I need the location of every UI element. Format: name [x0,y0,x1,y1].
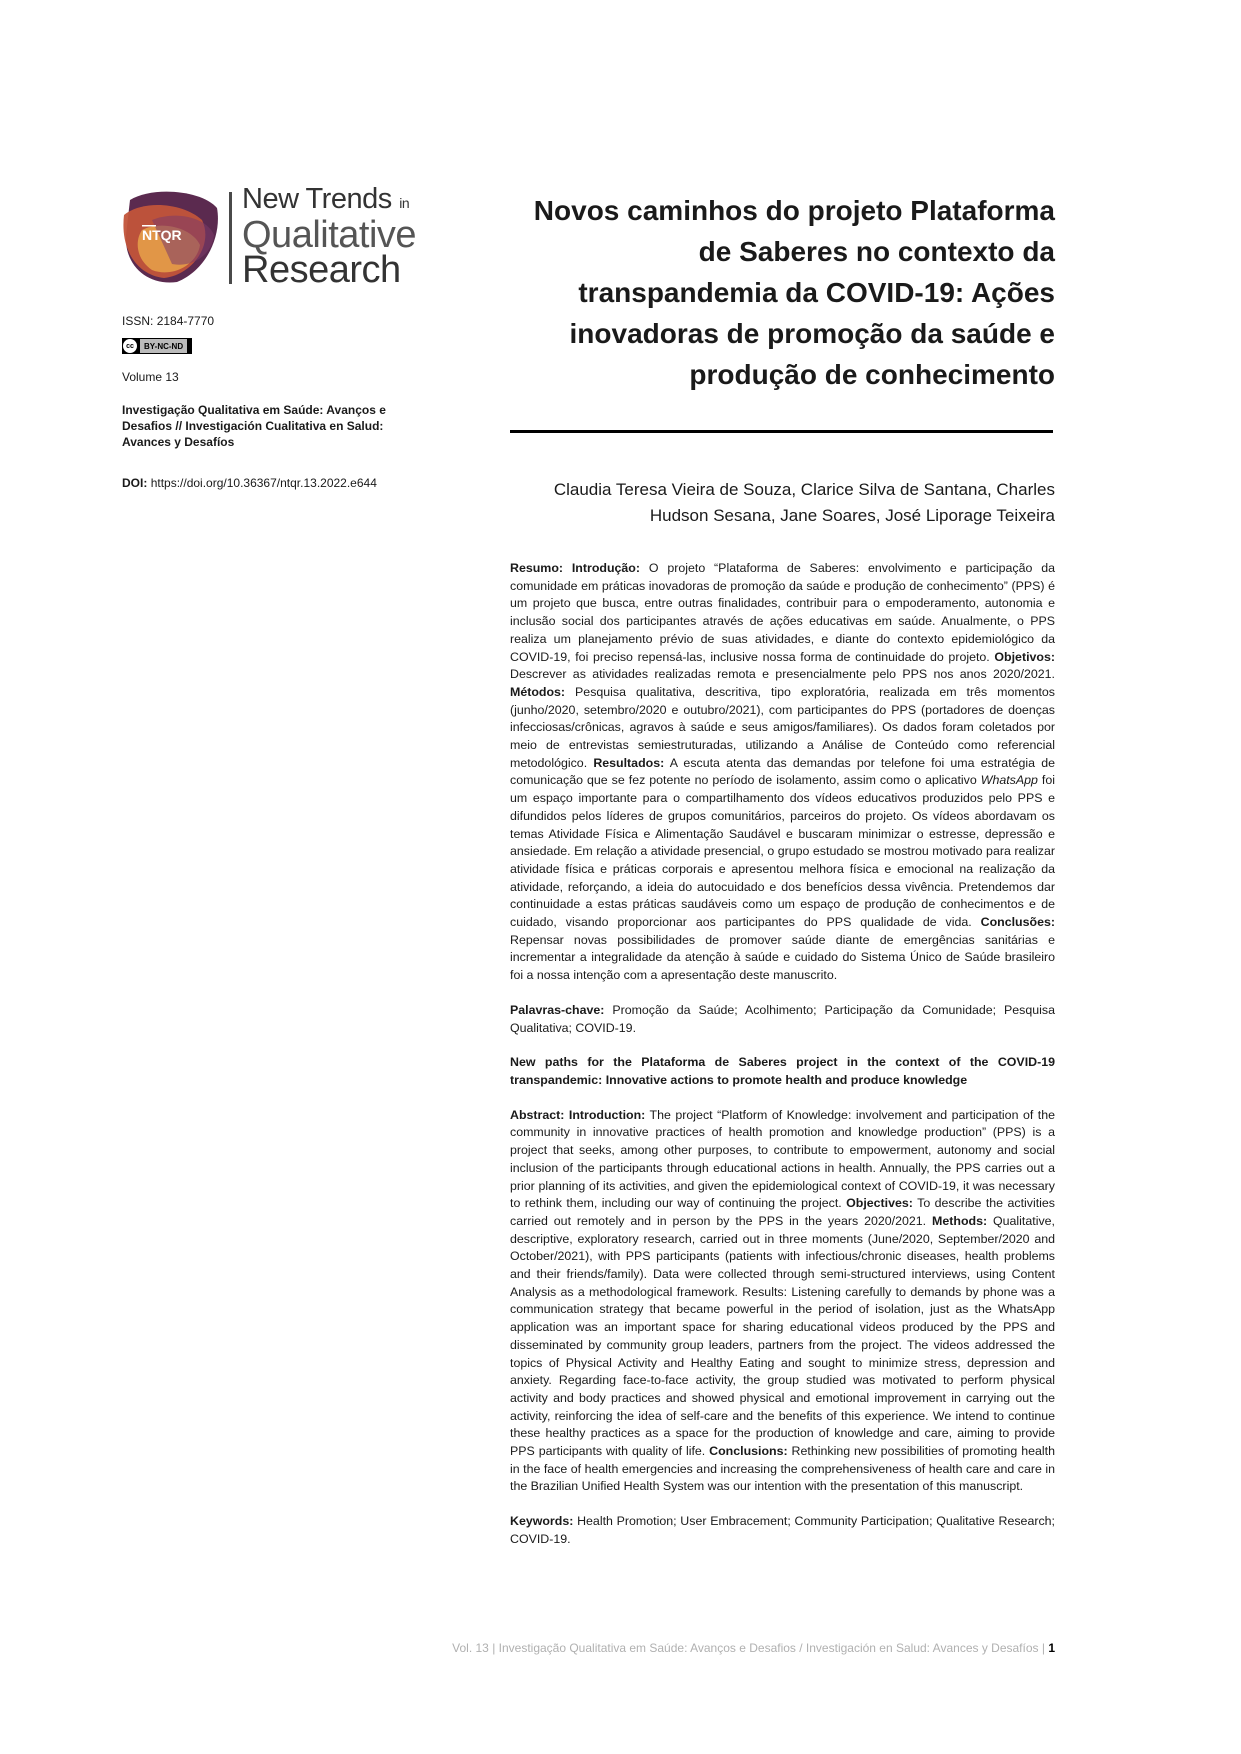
resumo-res-a: A escuta atenta das demandas por telefone foi uma estratégia de comunicação que se fez potente no período de isolamento, assim como o aplicativo [510,755,1056,788]
logo-name-in: in [399,195,410,211]
issue-title: Investigação Qualitativa em Saúde: Avanços e Desafios // Investigación Cualitativa en Salud: Avances y Desafíos [122,403,386,449]
keywords-text: Health Promotion; User Embracement; Community Participation; Qualitative Research; COVID-19. [510,1514,1055,1546]
palavras-label: Palavras-chave: [510,1002,605,1017]
license-badge[interactable] [122,338,192,354]
logo-name-line3: Research [242,249,401,291]
resumo-intro: O projeto “Plataforma de Saberes: envolvimento e participação da comunidade em práticas inovadoras de promoção da saúde e produção de conhecimento” (PPS) é um projeto que busca, entre outras finalidades, contribuir para o empoderamento, autonomia e inclusão social dos participantes através de ações educativas em saúde. Anualmente, o PPS realiza um planejamento prévio de suas atividades, e diante do contexto epidemiológico da COVID-19, foi preciso repensá-las, inclusive nossa forma de continuidade do projeto. [510,561,1055,664]
authors: Claudia Teresa Vieira de Souza, Clarice Silva de Santana, Charles Hudson Sesana, Jane Soares, José Liporage Teixeira [553,480,1055,525]
logo-wordmark [242,183,417,291]
abstract-paragraph [510,1107,1055,1496]
english-title: New paths for the Plataforma de Saberes project in the context of the COVID-19 transpandemic: Innovative actions to promote health and produce knowledge [510,1055,1055,1087]
palavras-chave [510,1002,1055,1037]
resumo-res-b: foi um espaço importante para o compartilhamento dos vídeos educativos produzidos pelo PPS e difundidos pelos líderes de grupos comunitários, parceiros do projeto. Os vídeos abordavam os temas Atividade Física e Alimentação Saudável e buscaram minimizar o estresse, depressão e ansiedade. Em relação a atividade presencial, o grupo estudado se mostrou motivado para realizar atividade física e práticas corporais e apresentou melhora física e emocional na realização da atividade, reforçando, a ideia do autocuidado e dos benefícios dessa vivência. Pretendemos dar continuidade a estas práticas saudáveis como um espaço de produção de conhecimentos e de cuidado, visando proporcionar aos participantes do PPS qualidade de vida. [510,773,1056,930]
article-body [510,560,1055,1566]
issn [122,314,402,328]
logo-name-line2: Qualitative [242,214,417,256]
abstract-obj: To describe the activities carried out remotely and in person by the PPS in the years 2020/2021. [510,1196,1055,1228]
abstract-con-label: Conclusions: [709,1444,788,1459]
resumo-obj: Descrever as atividades realizadas remota e presencialmente pelo PPS nos anos 2020/2021. [510,667,1055,682]
doi-label: DOI: [122,476,148,490]
issn-label: ISSN: [122,314,154,328]
footer-text: Vol. 13 | Investigação Qualitativa em Saúde: Avanços e Desafios / Investigación en Salud: Avances y Desafíos | [452,1641,1045,1655]
resumo-met: Pesquisa qualitativa, descritiva, tipo exploratória, realizada em três momentos (junho/2020, setembro/2020 e outubro/2021), com participantes do PPS (portadores de doenças infecciosas/crônicas, agravos à saúde e seus amigos/familiares). Os dados foram coletados por meio de entrevistas semiestruturadas, utilizando a Análise de Conteúdo como referencial metodológico. [510,684,1055,770]
journal-sidebar [122,183,417,490]
abstract-con: Rethinking new possibilities of promoting health in the face of health emergencies and increasing the comprehensiveness of health care and care in the Brazilian Unified Health System was our intention with the presentation of this manuscript. [510,1444,1055,1494]
journal-logo [122,183,422,291]
page-footer [452,1641,1055,1655]
resumo-con: Repensar novas possibilidades de promover saúde diante de emergências sanitárias e incrementar a integralidade da atenção à saúde e cuidado do Sistema Único de Saúde brasileiro foi a nossa intenção com a apresentação deste manuscrito. [510,932,1055,983]
abstract-met: Qualitative, descriptive, exploratory research, carried out in three moments (June/2020, September/2020 and October/2021), with PPS participants (patients with infectious/chronic diseases, health problems and their friends/family). Data were collected through semi-structured interviews, using Content Analysis as a methodological framework. Results: Listening carefully to demands by phone was a communication strategy that became powerful in the period of isolation, just as the WhatsApp application was an important space for sharing educational videos produced by the PPS and disseminated by community group leaders, partners from the project. The videos addressed the topics of Physical Activity and Healthy Eating and sought to minimize stress, depression and anxiety. Regarding face-to-face activity, the group studied was motivated to perform physical activity and body practices and showed physical and emotional improvement in carrying out the activity, reinforcing the idea of self-care and the benefits of this experience. We intend to continue these healthy practices as a space for the production of knowledge and care, aiming to provide PPS participants with quality of life. [510,1213,1055,1459]
resumo-con-label: Conclusões: [980,915,1055,930]
doi [122,476,402,490]
abstract-obj-label: Objectives: [846,1196,913,1211]
license-label: BY-NC-ND [140,339,187,353]
resumo-res-label: Resultados: [593,755,665,770]
logo-abbrev: NTQR [142,227,182,243]
resumo-met-label: Métodos: [510,684,566,699]
resumo-intro-label: Introdução: [571,561,641,575]
abstract-intro: The project “Platform of Knowledge: involvement and participation of the community in innovative practices of health promotion and knowledge production” (PPS) is a project that seeks, among other purposes, to contribute to empowerment, autonomy and social inclusion of the participants through educational actions in health. Annually, the PPS carries out a prior planning of its activities, and given the epidemiological context of COVID-19, it was necessary to rethink them, including our way of continuing the project. [510,1107,1055,1211]
title-rule [510,430,1053,433]
keywords [510,1513,1055,1548]
logo-name-line1: New Trends [242,183,392,215]
abstract-label: Abstract: [510,1107,565,1122]
ntqr-logo-icon [122,190,222,285]
palavras-text: Promoção da Saúde; Acolhimento; Participação da Comunidade; Pesquisa Qualitativa; COVID-19. [510,1002,1055,1035]
resumo-paragraph [510,560,1055,985]
cc-icon: cc [123,339,137,353]
resumo-obj-label: Objetivos: [994,649,1055,664]
volume: Volume 13 [122,370,179,384]
resumo-res-italic: WhatsApp [980,773,1038,788]
abstract-intro-label: Introduction: [568,1107,646,1122]
keywords-label: Keywords: [510,1514,574,1529]
page-number: 1 [1048,1641,1055,1655]
logo-divider [229,192,232,284]
resumo-label: Resumo: [510,561,564,575]
doi-link[interactable]: https://doi.org/10.36367/ntqr.13.2022.e644 [150,476,377,490]
issn-value: 2184-7770 [156,314,215,328]
article-title: Novos caminhos do projeto Plataforma de Saberes no contexto da transpandemia da COVID-19: Ações inovadoras de promoção da saúde e produção de conhecimento [533,195,1055,390]
abstract-met-label: Methods: [932,1213,988,1228]
